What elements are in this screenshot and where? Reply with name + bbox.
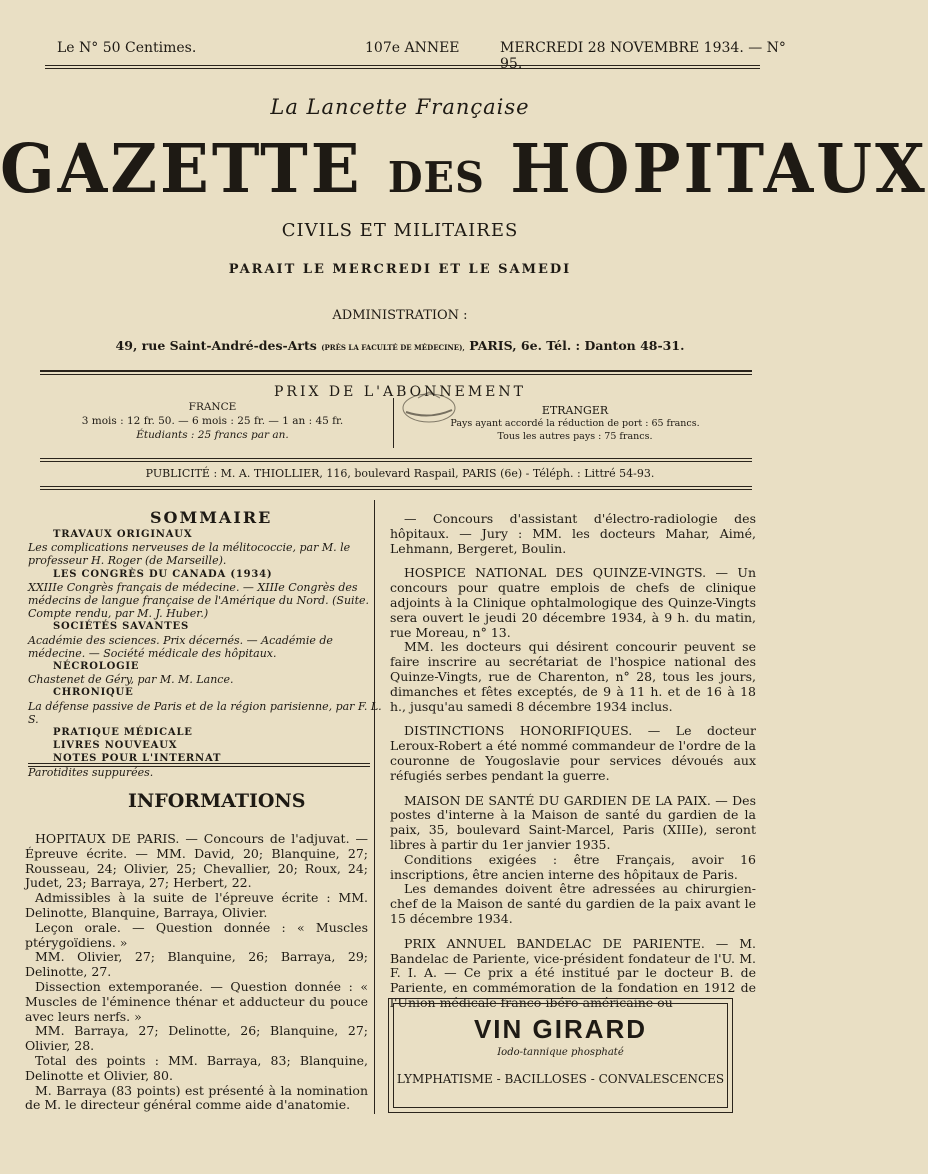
masthead-civils: CIVILS ET MILITAIRES bbox=[281, 220, 519, 241]
advertising-contact: PUBLICITÉ : M. A. THIOLLIER, 116, boulevard Raspail, PARIS (6e) - Téléph. : Littré 54-93. bbox=[145, 467, 655, 480]
etranger-rates-block bbox=[430, 404, 720, 443]
ad-title: VIN GIRARD bbox=[473, 1014, 648, 1044]
sommaire-entry: Parotidites suppurées. bbox=[28, 765, 154, 779]
masthead-rule-2 bbox=[40, 374, 752, 375]
administration-address bbox=[0, 338, 800, 353]
sommaire-section-heading: TRAVAUX ORIGINAUX bbox=[53, 529, 193, 540]
sommaire-rule-2 bbox=[28, 766, 370, 767]
information-paragraph: MM. Olivier, 27; Blanquine, 26; Barraya, 29; Delinotte, 27. bbox=[25, 949, 368, 980]
sommaire-section-heading: LIVRES NOUVEAUX bbox=[53, 740, 178, 752]
etranger-rate-reduced: Pays ayant accordé la réduction de port : 65 francs. bbox=[450, 418, 700, 429]
information-paragraph: Total des points : MM. Barraya, 83; Blanquine, Delinotte et Olivier, 80. bbox=[25, 1052, 368, 1083]
sommaire-section-heading: SOCIÉTÉS SAVANTES bbox=[53, 621, 189, 633]
title-des: DES bbox=[387, 153, 485, 203]
sommaire-section-heading: PRATIQUE MÉDICALE bbox=[53, 727, 193, 739]
information-paragraph: — Concours d'assistant d'électro-radiologie des hôpitaux. — Jury : MM. les docteurs Mahar, Aimé, Lehmann, Bergeret, Boulin. bbox=[390, 511, 756, 556]
address-street: 49, rue Saint-André-des-Arts bbox=[115, 338, 317, 353]
sommaire-entry: Académie des sciences. Prix décernés. — Académie de médecine. — Société médicale des hôpitaux. bbox=[28, 633, 333, 660]
sommaire-entry: La défense passive de Paris et de la région parisienne, par F. L. S. bbox=[28, 699, 382, 726]
sommaire-rule bbox=[28, 763, 370, 764]
information-paragraph: M. Barraya (83 points) est présenté à la nomination de M. le directeur général comme aide d'anatomie. bbox=[25, 1082, 368, 1113]
sommaire-entry: Chastenet de Géry, par M. M. Lance. bbox=[28, 673, 234, 687]
publication-days: PARAIT LE MERCREDI ET LE SAMEDI bbox=[228, 262, 572, 277]
information-paragraph: DISTINCTIONS HONORIFIQUES. — Le docteur Leroux-Robert a été nommé commandeur de l'ordre de la couronne de Yougoslavie pour services dévoués aux réfugiés serbes pendant la guerre. bbox=[390, 723, 756, 783]
address-city-phone: PARIS, 6e. Tél. : Danton 48-31. bbox=[469, 338, 685, 353]
pub-rule-2 bbox=[40, 489, 752, 490]
information-paragraph: Admissibles à la suite de l'épreuve écrite : MM. Delinotte, Blanquine, Barraya, Olivier. bbox=[25, 890, 368, 920]
information-paragraph: HOPITAUX DE PARIS. — Concours de l'adjuvat. — Épreuve écrite. — MM. David, 20; Blanquine, 27; Rousseau, 24; Olivier, 25; Chevallier, 20; Roux, 24; Judet, 23; Barraya, 27; Herbert, 22. bbox=[25, 831, 368, 891]
sommaire-entry: Les complications nerveuses de la mélitococcie, par M. le professeur H. Roger (de Marseille). bbox=[28, 541, 351, 568]
subscription-divider bbox=[393, 398, 394, 448]
sommaire-heading: SOMMAIRE bbox=[150, 508, 273, 527]
france-rates: 3 mois : 12 fr. 50. — 6 mois : 25 fr. — 1 an : 45 fr. bbox=[81, 415, 344, 427]
subscription-rule-2 bbox=[40, 461, 752, 462]
subscription-heading: PRIX DE L'ABONNEMENT bbox=[274, 384, 526, 400]
masthead-subtitle: La Lancette Française bbox=[270, 95, 530, 119]
address-note: (PRÈS LA FACULTÉ DE MÉDECINE), bbox=[321, 343, 465, 352]
subscription-rule bbox=[40, 458, 752, 459]
sommaire-section-heading: CHRONIQUE bbox=[53, 687, 134, 699]
sommaire-list bbox=[28, 528, 383, 779]
masthead-rule bbox=[40, 370, 752, 372]
issue-price: Le N° 50 Centimes. bbox=[57, 40, 197, 56]
informations-right-column bbox=[390, 512, 756, 1011]
title-gazette: GAZETTE bbox=[0, 130, 363, 209]
information-paragraph: Conditions exigées : être Français, avoir 16 inscriptions, être ancien interne des hôpitaux de Paris. bbox=[390, 851, 756, 882]
information-paragraph: PRIX ANNUEL BANDELAC DE PARIENTE. — M. Bandelac de Pariente, vice-président fondateur de l'U. M. F. I. A. — Ce prix a été institué par le docteur B. de Pariente, en commémoration de la fondation en 1912 de l'Union médicale franco-ibéro-américaine ou bbox=[390, 935, 756, 1010]
information-paragraph: MM. Barraya, 27; Delinotte, 26; Blanquine, 27; Olivier, 28. bbox=[25, 1023, 368, 1054]
header-rule-2 bbox=[45, 68, 760, 69]
information-paragraph: Leçon orale. — Question donnée : « Muscles ptérygoïdiens. » bbox=[25, 919, 368, 950]
administration-label: ADMINISTRATION : bbox=[332, 308, 468, 323]
issue-year: 107e ANNEE bbox=[365, 40, 460, 56]
sommaire-entry: XXIIIe Congrès français de médecine. — XIIIe Congrès des médecins de langue française de l'Amérique du Nord. (Suite. Compte rendu, par M. J. Huber.) bbox=[28, 580, 369, 621]
sommaire-section-heading: LES CONGRÈS DU CANADA (1934) bbox=[53, 568, 273, 580]
issue-date: MERCREDI 28 NOVEMBRE 1934. — N° 95. bbox=[500, 40, 786, 72]
informations-left-column bbox=[25, 832, 368, 1113]
information-paragraph: Les demandes doivent être adressées au chirurgien-chef de la Maison de santé du gardien de la paix avant le 15 décembre 1934. bbox=[390, 881, 756, 926]
ad-tagline: LYMPHATISME - BACILLOSES - CONVALESCENCES bbox=[396, 1072, 725, 1086]
sommaire-section-heading: NOTES POUR L'INTERNAT bbox=[53, 753, 222, 765]
information-paragraph: MM. les docteurs qui désirent concourir peuvent se faire inscrire au secrétariat de l'hospice national des Quinze-Vingts, rue de Charenton, n° 28, tous les jours, dimanches et fêtes exceptés, de 9 à 11 h. et de 16 à 18 h., jusqu'au samedi 8 décembre 1934 inclus. bbox=[390, 639, 756, 714]
masthead-title bbox=[0, 130, 928, 209]
france-students: Étudiants : 25 francs par an. bbox=[136, 429, 289, 441]
etranger-label: ETRANGER bbox=[541, 404, 609, 417]
informations-heading: INFORMATIONS bbox=[128, 790, 306, 812]
information-paragraph: Dissection extemporanée. — Question donnée : « Muscles de l'éminence thénar et adducteur du pouce avec leurs nerfs. » bbox=[25, 978, 368, 1024]
title-hopitaux: HOPITAUX bbox=[510, 130, 928, 209]
france-rates-block bbox=[70, 400, 355, 442]
information-paragraph: HOSPICE NATIONAL DES QUINZE-VINGTS. — Un concours pour quatre emplois de chefs de clinique adjoints à la Clinique ophtalmologique des Quinze-Vingts sera ouvert le jeudi 20 décembre 1934, à 9 h. du matin, rue Moreau, n° 13. bbox=[390, 565, 756, 640]
ad-subtitle: Iodo-tannique phosphaté bbox=[497, 1047, 624, 1058]
sommaire-section-heading: NÉCROLOGIE bbox=[53, 661, 140, 673]
france-label: FRANCE bbox=[188, 401, 237, 413]
header-rule bbox=[45, 65, 760, 66]
pub-rule bbox=[40, 486, 752, 487]
information-paragraph: MAISON DE SANTÉ DU GARDIEN DE LA PAIX. — Des postes d'interne à la Maison de santé du gardien de la paix, 35, boulevard Saint-Marcel, Paris (XIIIe), seront libres à partir du 1er janvier 1935. bbox=[390, 792, 756, 852]
etranger-rate-other: Tous les autres pays : 75 francs. bbox=[497, 431, 653, 442]
vin-girard-advertisement bbox=[388, 998, 733, 1113]
